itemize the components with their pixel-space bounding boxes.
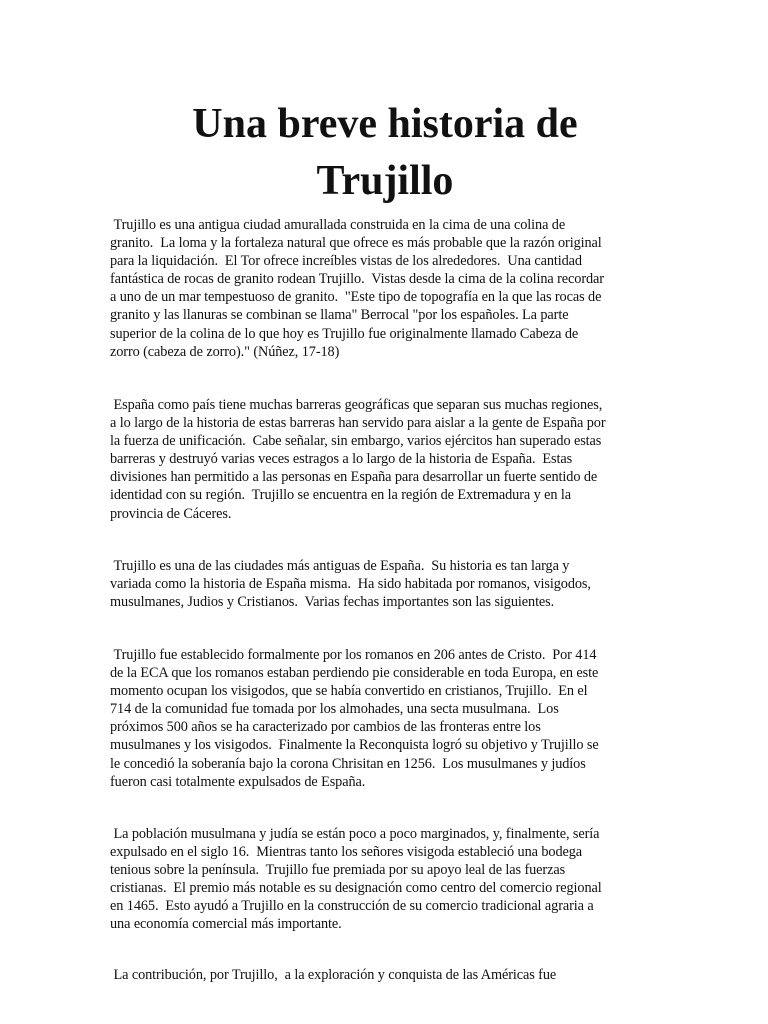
paragraph-oldest-cities: Trujillo es una de las ciudades más antiguas de España. Su historia es tan larga y variada como la historia de España misma. Ha sido habitada por romanos, visigodos, musulmanes, Judios y Cristianos. Varias fechas importantes son las siguientes. [110,558,591,611]
title-line-2: Trujillo [316,158,454,204]
paragraph-trujillo-granite: Trujillo es una antigua ciudad amurallada construida en la cima de una colina de granito. La loma y la fortaleza natural que ofrece es más probable que la razón original para la liquidación. El Tor ofrece increíbles vistas de los alrededores. Una cantidad fantástica de rocas de granito rodean Trujillo. Vistas desde la cima de la colina recordar a uno de un mar tempestuoso de granito. "Este tipo de topografía en la que las rocas de granito y las llanuras se combinan se llama" Berrocal "por los españoles. La parte superior de la colina de lo que hoy es Trujillo fue originalmente llamado Cabeza de zorro (cabeza de zorro)." (Núñez, 17-18) [110,217,604,360]
paragraph-roman-history: Trujillo fue establecido formalmente por los romanos en 206 antes de Cristo. Por 414 de la ECA que los romanos estaban perdiendo pie considerable en toda Europa, en este momento ocupan los visigodos, que se había convertido en cristianos, Trujillo. En el 714 de la comunidad fue tomada por los almohades, una secta musulmana. Los próximos 500 años se ha caracterizado por cambios de las fronteras entre los musulmanes y los visigodos. Finalmente la Reconquista logró su objetivo y Trujillo se le concedió la soberanía bajo la corona Chrisitan en 1256. Los musulmanes y judíos fueron casi totalmente expulsados de España. [110,647,599,790]
title-line-1: Una breve historia de [192,101,578,147]
document-title [100,96,670,210]
paragraph-muslim-jewish-population: La población musulmana y judía se están poco a poco marginados, y, finalmente, sería expulsado en el siglo 16. Mientras tanto los señores visigoda estableció una bodega tenious sobre la península. Trujillo fue premiada por su apoyo leal de las fuerzas cristianas. El premio más notable es su designación como centro del comercio regional en 1465. Esto ayudó a Trujillo en la construcción de su comercio tradicional agraria a una economía comercial más importante. [110,826,602,933]
paragraph-spain-barriers: España como país tiene muchas barreras geográficas que separan sus muchas regiones, a lo largo de la historia de estas barreras han servido para aislar a la gente de España por la fuerza de unificación. Cabe señalar, sin embargo, varios ejércitos han superado estas barreras y destruyó varias veces estragos a lo largo de la historia de España. Estas divisiones han permitido a las personas en España para desarrollar un fuerte sentido de identidad con su región. Trujillo se encuentra en la región de Extremadura y en la provincia de Cáceres. [110,397,606,522]
paragraph-americas-contribution: La contribución, por Trujillo, a la exploración y conquista de las Américas fue [110,967,557,983]
